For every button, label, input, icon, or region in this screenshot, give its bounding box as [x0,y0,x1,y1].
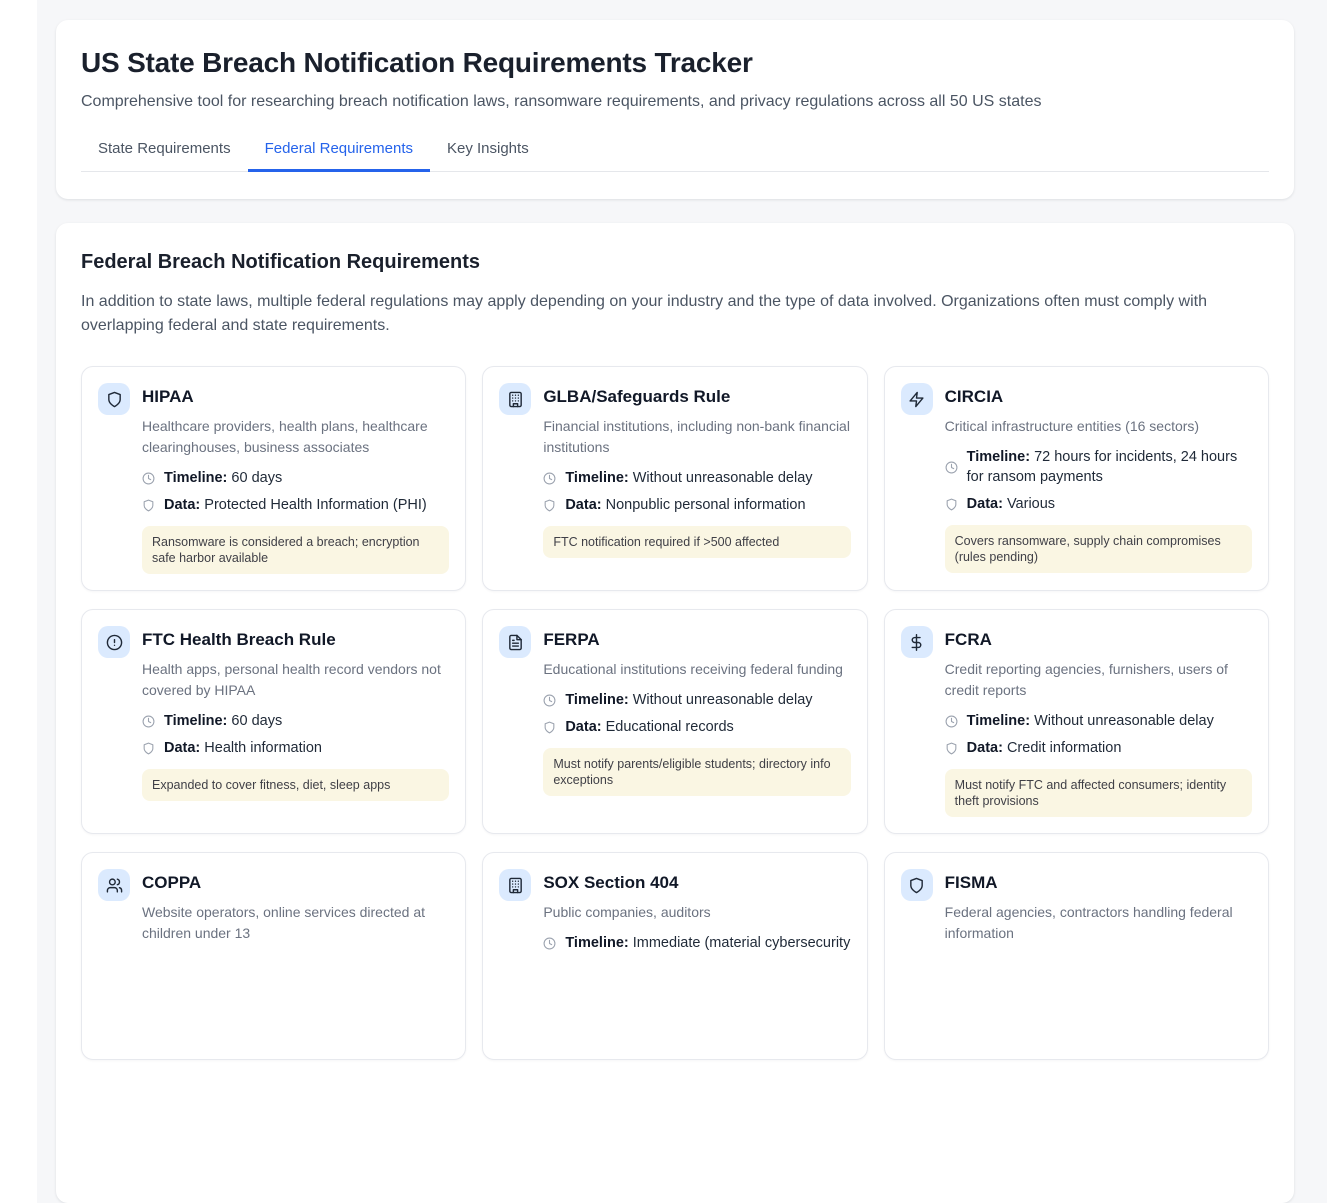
regulation-applies-to: Public companies, auditors [543,904,711,920]
timeline-value: Without unreasonable delay [632,470,813,486]
regulation-applies-to: Website operators, online services directed at children under 13 [142,904,425,941]
regulation-applies-to: Federal agencies, contractors handling federal information [944,904,1233,941]
regulation-card [81,609,466,834]
data-label: Data: [164,740,201,756]
regulation-applies-to: Critical infrastructure entities (16 sectors) [944,418,1200,434]
section-intro: In addition to state laws, multiple federal regulations may apply depending on your industry and the type of data involved. Organizations often must comply with overlapping federal and state requirements. [81,293,1207,334]
tab-key-insights[interactable]: Key Insights [446,140,529,157]
page-subtitle: Comprehensive tool for researching breach notification laws, ransomware requirements, and privacy regulations across all 50 US states [81,93,1042,110]
regulation-note: Covers ransomware, supply chain compromises (rules pending) [945,525,1252,573]
timeline-row [543,933,850,953]
data-row [543,495,850,515]
header-card [56,20,1294,199]
app-background [37,0,1327,1203]
data-row [945,738,1252,758]
alert-circle-icon [98,626,130,658]
data-value: Various [1006,496,1056,512]
zap-icon [901,383,933,415]
regulation-card [482,852,867,1060]
timeline-value: 60 days [231,713,283,729]
regulation-name: COPPA [142,873,202,892]
regulation-note: FTC notification required if >500 affected [543,526,850,558]
clock-icon [543,694,556,707]
regulation-note: Must notify parents/eligible students; directory info exceptions [543,748,850,796]
regulation-name: FCRA [944,630,992,649]
data-row [945,494,1252,514]
data-row [142,495,449,515]
clock-icon [142,472,155,485]
data-value: Nonpublic personal information [605,497,806,513]
timeline-label: Timeline: [966,449,1031,465]
tab-bar [81,131,1269,172]
shield-small-icon [142,499,155,512]
regulation-meta [945,711,1252,758]
regulation-meta [142,711,449,758]
timeline-value: Immediate (material cybersecurity [632,935,851,951]
regulation-applies-to: Health apps, personal health record vendors not covered by HIPAA [142,661,441,698]
regulation-meta [543,468,850,515]
regulation-applies-to: Credit reporting agencies, furnishers, users of credit reports [944,661,1228,698]
shield-small-icon [543,721,556,734]
shield-icon [901,869,933,901]
timeline-value: 60 days [231,470,283,486]
regulation-card [884,609,1269,834]
regulation-name: HIPAA [142,387,194,406]
data-label: Data: [966,496,1003,512]
timeline-label: Timeline: [966,713,1031,729]
timeline-label: Timeline: [565,470,629,486]
shield-small-icon [945,742,958,755]
regulation-name: CIRCIA [944,387,1004,406]
shield-small-icon [945,498,958,511]
regulation-card [884,852,1269,1060]
federal-requirements-panel [56,223,1294,1203]
regulation-name: SOX Section 404 [543,873,679,892]
section-heading: Federal Breach Notification Requirements [81,251,480,273]
timeline-row [142,468,449,488]
users-icon [98,869,130,901]
file-text-icon [499,626,531,658]
timeline-value: Without unreasonable delay [1034,713,1214,729]
shield-small-icon [142,742,155,755]
clock-icon [945,461,958,474]
timeline-label: Timeline: [565,935,629,951]
data-row [543,717,850,737]
regulation-meta [543,933,850,953]
regulation-card [81,852,466,1060]
regulation-applies-to: Financial institutions, including non-bank financial institutions [543,418,850,455]
timeline-row [945,711,1252,731]
data-value: Credit information [1006,740,1122,756]
timeline-value: 72 hours for incidents, 24 hours for ransom payments [966,449,1238,485]
shield-icon [98,383,130,415]
timeline-row [945,447,1252,487]
timeline-label: Timeline: [164,470,228,486]
regulation-grid [81,366,1269,1060]
timeline-row [142,711,449,731]
regulation-card [81,366,466,591]
clock-icon [142,715,155,728]
regulation-name: FERPA [543,630,600,649]
tab-state-requirements[interactable]: State Requirements [98,140,231,157]
data-value: Educational records [605,719,734,735]
regulation-applies-to: Educational institutions receiving federal funding [543,661,843,677]
regulation-note: Expanded to cover fitness, diet, sleep apps [142,769,449,801]
regulation-note: Must notify FTC and affected consumers; identity theft provisions [945,769,1252,817]
data-label: Data: [565,719,602,735]
timeline-label: Timeline: [164,713,228,729]
regulation-name: FISMA [944,873,998,892]
regulation-meta [945,447,1252,514]
clock-icon [945,715,958,728]
building-icon [499,869,531,901]
shield-small-icon [543,499,556,512]
timeline-row [543,690,850,710]
tab-federal-requirements[interactable]: Federal Requirements [248,131,430,172]
data-label: Data: [164,497,201,513]
data-label: Data: [966,740,1003,756]
timeline-value: Without unreasonable delay [632,692,813,708]
data-row [142,738,449,758]
timeline-label: Timeline: [565,692,629,708]
clock-icon [543,937,556,950]
regulation-card [482,366,867,591]
clock-icon [543,472,556,485]
regulation-card [884,366,1269,591]
page-container [56,0,1294,1203]
page-title: US State Breach Notification Requirements Tracker [81,47,753,78]
regulation-name: FTC Health Breach Rule [142,630,336,649]
regulation-applies-to: Healthcare providers, health plans, healthcare clearinghouses, business associates [142,418,428,455]
building-icon [499,383,531,415]
regulation-card [482,609,867,834]
data-value: Protected Health Information (PHI) [204,497,427,513]
regulation-note: Ransomware is considered a breach; encryption safe harbor available [142,526,449,574]
dollar-icon [901,626,933,658]
regulation-meta [142,468,449,515]
data-value: Health information [204,740,322,756]
regulation-meta [543,690,850,737]
timeline-row [543,468,850,488]
regulation-name: GLBA/Safeguards Rule [543,387,731,406]
data-label: Data: [565,497,602,513]
